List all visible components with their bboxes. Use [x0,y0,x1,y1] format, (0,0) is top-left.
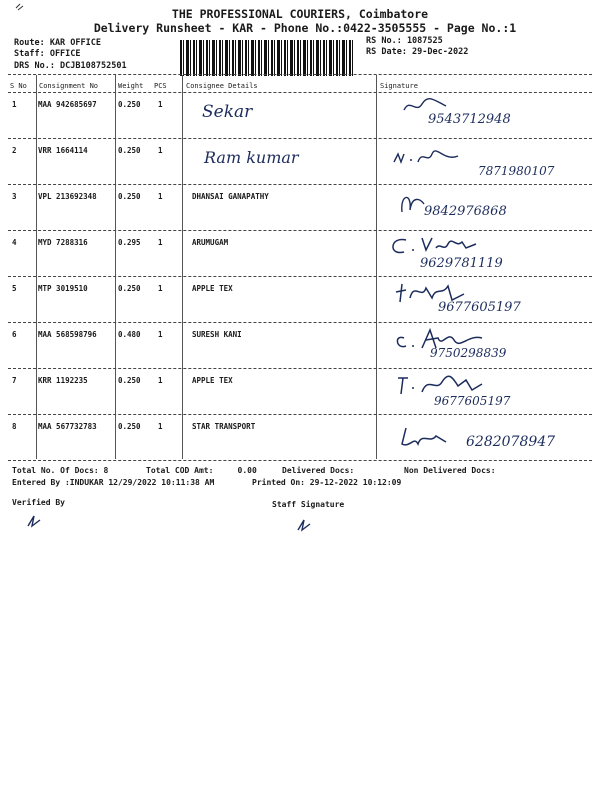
route-label: Route: KAR OFFICE [14,38,101,48]
row-separator [8,184,592,185]
row-weight: 0.250 [118,192,141,201]
row-sno: 5 [12,284,17,293]
non-delivered-docs: Non Delivered Docs: [404,466,496,475]
row-consignee: ARUMUGAM [192,238,229,247]
row-consignee: DHANSAI GANAPATHY [192,192,269,201]
row-pcs: 1 [158,284,163,293]
staff-label: Staff: OFFICE [14,49,81,59]
row-pcs: 1 [158,330,163,339]
row-sno: 3 [12,192,17,201]
row-phone: 6282078947 [466,434,556,450]
row-weight: 0.250 [118,146,141,155]
signature-icon [392,148,462,168]
row-phone: 9543712948 [428,112,511,127]
row-consignee: SURESH KANI [192,330,242,339]
row-phone: 9677605197 [438,300,521,315]
entered-by: Entered By :INDUKAR 12/29/2022 10:11:38 AM [12,478,215,487]
row-weight: 0.250 [118,376,141,385]
row-phone: 9629781119 [420,256,503,271]
col-divider [36,75,37,459]
row-pcs: 1 [158,192,163,201]
row-consignee: STAR TRANSPORT [192,422,256,431]
row-pcs: 1 [158,376,163,385]
header-pcs: PCS [154,82,167,90]
row-consignment: VPL 213692348 [38,192,97,201]
header-signature: Signature [380,82,418,90]
row-phone: 7871980107 [478,164,555,178]
row-phone: 9842976868 [424,204,507,219]
barcode [180,40,355,76]
table-header-rule [8,92,592,93]
scan-mark-icon [14,2,26,12]
drs-label: DRS No.: DCJB108752501 [14,61,127,71]
table-bottom-rule [8,460,592,461]
total-docs: Total No. Of Docs: 8 [12,466,109,475]
row-weight: 0.480 [118,330,141,339]
col-divider [115,75,116,459]
staff-signature-label: Staff Signature [272,500,345,509]
row-consignment: MAA 942685697 [38,100,97,109]
row-consignee-handwritten: Ram kumar [204,148,299,167]
row-phone: 9750298839 [430,346,507,360]
row-sno: 1 [12,100,17,109]
verified-signature-icon [24,510,44,530]
row-sno: 8 [12,422,17,431]
row-pcs: 1 [158,238,163,247]
row-consignment: MAA 568598796 [38,330,97,339]
rs-date: RS Date: 29-Dec-2022 [366,47,469,57]
row-sno: 4 [12,238,17,247]
row-consignment: MAA 567732783 [38,422,97,431]
row-consignment: KRR 1192235 [38,376,88,385]
delivered-docs: Delivered Docs: [282,466,355,475]
row-sno: 6 [12,330,17,339]
row-consignee: APPLE TEX [192,376,233,385]
header-sno: S No [10,82,27,90]
row-sno: 2 [12,146,17,155]
printed-on: Printed On: 29-12-2022 10:12:09 [252,478,402,487]
row-weight: 0.250 [118,422,141,431]
row-separator [8,276,592,277]
row-consignment: VRR 1664114 [38,146,88,155]
row-pcs: 1 [158,422,163,431]
row-weight: 0.250 [118,284,141,293]
rs-number: RS No.: 1087525 [366,36,443,46]
row-phone: 9677605197 [434,394,511,408]
row-sno: 7 [12,376,17,385]
header-weight: Weight [118,82,144,90]
row-consignee-handwritten: Sekar [202,102,253,122]
total-cod: Total COD Amt: 0.00 [146,466,257,475]
row-pcs: 1 [158,146,163,155]
staff-signature-icon [294,514,314,534]
header-consignee: Consignee Details [186,82,258,90]
header-consignment: Consignment No [39,82,99,90]
verified-by-label: Verified By [12,498,65,507]
row-separator [8,322,592,323]
company-title: THE PROFESSIONAL COURIERS, Coimbatore [171,7,429,21]
row-consignment: MYD 7288316 [38,238,88,247]
row-separator [8,414,592,415]
row-separator [8,230,592,231]
table-top-rule [8,74,592,75]
row-weight: 0.250 [118,100,141,109]
runsheet-subtitle: Delivery Runsheet - KAR - Phone No.:0422-3505555 - Page No.:1 [93,21,517,35]
row-separator [8,138,592,139]
col-divider [376,75,377,459]
signature-icon [386,234,522,258]
row-consignee: APPLE TEX [192,284,233,293]
signature-icon [396,424,456,450]
row-separator [8,368,592,369]
row-consignment: MTP 3019510 [38,284,88,293]
row-pcs: 1 [158,100,163,109]
col-divider [182,75,183,459]
row-weight: 0.295 [118,238,141,247]
